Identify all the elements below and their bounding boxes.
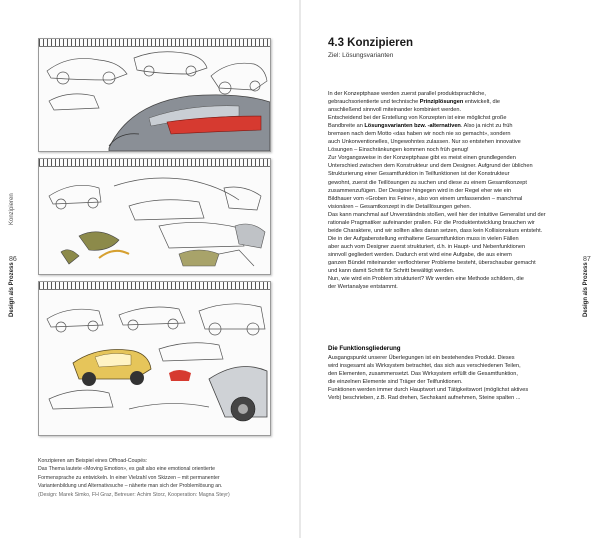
caption-line: Das Thema lautete «Moving Emotion», es galt also eine emotional orientierte <box>38 466 215 473</box>
body-line: den Elementen, zusammensetzt. Das Wirksystem erfüllt die Gesamtfunktion, <box>328 371 518 378</box>
body-line: die einzelnen Elemente sind Träger der Teilfunktionen. <box>328 379 463 386</box>
sketch-panel-2 <box>38 158 271 275</box>
body-paragraph-1 <box>328 90 590 291</box>
body-line: gewohnt, zuerst die Teillösungen zu suchen und diese zu einem Gesamtkonzept <box>328 179 527 186</box>
body-line: Bildhauer vom «Groben ins Feine», also von einem umfassenden – manchmal <box>328 195 523 202</box>
emphasis-prinziploesungen: Prinziplösungen <box>419 99 464 106</box>
body-line: anschließend sinnvoll miteinander kombiniert werden. <box>328 107 462 114</box>
body-line: Entscheidend bei der Erstellung von Konzepten ist eine möglichst große <box>328 115 507 122</box>
body-paragraph-2 <box>328 354 590 402</box>
caption-line: Formensprache zu entwickeln. In einer Vielzahl von Skizzen – mit permanenter <box>38 474 220 481</box>
body-line: Ausgangspunkt unserer Überlegungen ist ein bestehendes Produkt. Dieses <box>328 355 515 361</box>
body-line: auch Unkonventionelles, Ungewohntes zulassen. Nur so entstehen innovative <box>328 139 521 146</box>
body-line: Verb) beschrieben, z.B. Rad drehen, Sechskant aufnehmen, Steine spalten ... <box>328 395 521 402</box>
left-book-label: Design als Prozess <box>9 262 15 317</box>
body-line: ganzen Bündel miteinander verflochtener Probleme besteht, überschaubar gemacht <box>328 259 536 266</box>
body-line: Zur Vorgangsweise in der Konzeptphase gibt es meist einen grundlegenden <box>328 155 516 162</box>
caption-line: Konzipieren am Beispiel eines Offroad-Coupés: <box>38 458 148 464</box>
body-line: Das kann manchmal auf Unverständnis stoßen, weil hier der intuitive Generalist und der <box>328 211 546 218</box>
body-line: bremsen nach dem Motto «das haben wir noch nie so gemacht», sondern <box>328 131 511 138</box>
body-line: rationale Pragmatiker aufeinander prallen. Für die Produktentwicklung brauchen wir <box>328 219 535 226</box>
left-section-label: Konzipieren <box>9 193 15 225</box>
right-page <box>301 0 600 538</box>
body-line: sinnvoll gegliedert werden. Dadurch erst wird eine Aufgabe, die aus einem <box>328 251 512 258</box>
body-line: In der Konzeptphase werden zuerst parallel produktsprachliche, <box>328 91 486 97</box>
body-line: der Wertanalyse entstammt. <box>328 284 398 291</box>
body-line: Unterschied zwischen dem Konstrukteur und dem Designer. Aufgrund der üblichen <box>328 163 533 170</box>
body-line: wird insgesamt als Wirksystem betrachtet, das sich aus verschiedenen Teilen, <box>328 363 521 370</box>
body-line: Die in der Aufgabenstellung enthaltene Gesamtfunktion muss in vielen Fällen <box>328 235 519 242</box>
emphasis-loesungsvarianten: Lösungsvarianten bzw. -alternativen <box>364 123 461 130</box>
section-subtitle: Ziel: Lösungsvarianten <box>328 52 394 59</box>
body-line: beide Charaktere, und wir sollten alles daran setzen, dass kein Kollisionskurs entsteht. <box>328 227 543 234</box>
body-line: gebrauchsorientierte und technische Prinziplösungen entwickelt, die <box>328 99 500 106</box>
body-line: Lösungen – Einschränkungen kommen noch früh genug! <box>328 147 469 154</box>
right-book-label: Design als Prozess <box>583 262 589 317</box>
caption-credit: (Design: Marek Simko, FH Graz, Betreuer: Achim Storz, Kooperation: Magna Steyr) <box>38 491 230 498</box>
left-page <box>0 0 299 538</box>
caption-line: Variantenbildung und Alternativsuche – näherte man sich der Problemlösung an. <box>38 483 223 490</box>
section-title: 4.3 Konzipieren <box>328 37 413 49</box>
body-line: Bandbreite an Lösungsvarianten bzw. -alternativen. Also ja nicht zu früh <box>328 123 513 130</box>
body-line: aber auch vom Designer zuerst strukturiert, d.h. in Haupt- und Nebenfunktionen <box>328 243 526 250</box>
body-line: visionären – Gesamtkonzept in die Detaillösungen gehen. <box>328 203 472 210</box>
subheading: Die Funktionsgliederung <box>328 345 401 352</box>
left-page-number: 86 <box>9 256 17 263</box>
body-line: Nun, wie wird ein Problem strukturiert? Wir werden eine Methode schildern, die <box>328 276 524 283</box>
body-line: Funktionen werden immer durch Hauptwort und Tätigkeitswort (möglichst aktives <box>328 387 529 394</box>
body-line: zusammenzufügen. Der Designer hingegen wird in der Regel eher wie ein <box>328 187 512 194</box>
body-line: und kann damit Schritt für Schritt bewältigt werden. <box>328 268 455 275</box>
sketch-panel-1 <box>38 38 271 152</box>
figure-caption <box>38 457 273 499</box>
right-page-number: 87 <box>583 256 591 263</box>
body-line: Strukturierung einer Gesamtfunktion in Teilfunktionen ist der Konstrukteur <box>328 171 510 178</box>
sketch-panel-3 <box>38 281 271 436</box>
